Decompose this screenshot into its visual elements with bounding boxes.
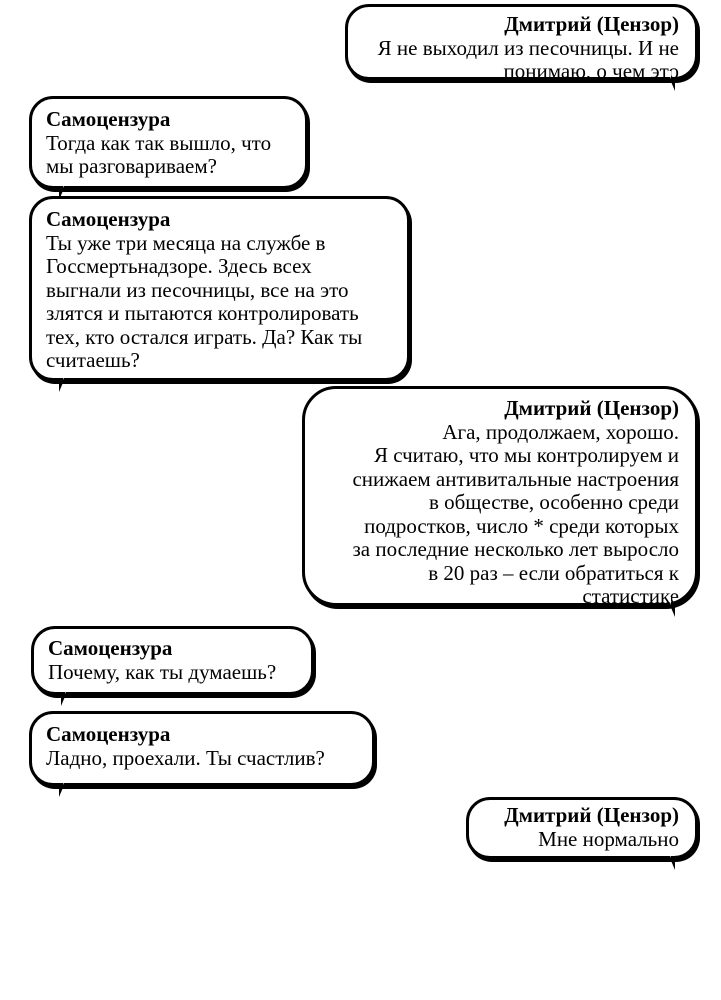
speech-bubble-censor [345,4,698,83]
speech-bubble-censor [466,797,698,859]
bubble-speaker: Дмитрий (Цензор) [504,803,679,827]
bubble-line: Ага, продолжаем, хорошо. [442,419,679,444]
bubble-line: злятся и пытаются контролировать [46,301,359,325]
speech-bubble-selfcensorship [29,711,375,786]
bubble-line: тех, кто остался играть. Да? Как ты [46,324,363,349]
speech-bubble-censor [302,386,698,606]
bubble-line: мы разговариваем? [46,154,217,178]
bubble-tail [61,692,67,706]
bubble-line: Ладно, проехали. Ты счастлив? [46,745,325,770]
bubble-speaker: Самоцензура [46,722,171,746]
bubble-speaker: Дмитрий (Цензор) [504,12,679,36]
bubble-tail [669,856,675,870]
speech-bubble-selfcensorship [29,196,410,381]
bubble-tail [59,783,65,797]
bubble-tail [59,378,65,392]
bubble-line: Я считаю, что мы контролируем и [373,443,679,467]
bubble-speaker: Самоцензура [46,107,171,131]
bubble-line: Почему, как ты думаешь? [48,659,277,684]
bubble-speaker: Самоцензура [48,636,173,660]
bubble-speaker: Дмитрий (Цензор) [504,396,679,420]
bubble-line: в 20 раз – если обратиться к [428,560,679,585]
bubble-line: снижаем антивитальные настроения [352,466,679,491]
bubble-line: в обществе, особенно среди [428,490,679,514]
bubble-speaker: Самоцензура [46,207,171,231]
bubble-line: Госсмертьнадзоре. Здесь всех [46,254,312,278]
bubble-line: выгнали из песочницы, все на это [46,277,349,302]
bubble-line: Мне нормально [538,826,679,851]
speech-bubble-selfcensorship [29,96,308,189]
bubble-line: понимаю, о чем это [503,59,679,83]
bubble-line: Ты уже три месяца на службе в [46,230,326,255]
bubble-line: подростков, число * среди которых [364,513,679,538]
speech-bubble-selfcensorship [31,626,314,695]
bubble-line: за последние несколько лет выросло [352,537,679,561]
bubble-line: считаешь? [46,348,140,372]
bubble-line: Я не выходил из песочницы. И не [377,35,679,60]
bubble-line: Тогда как так вышло, что [46,130,272,155]
bubble-line: статистике [582,584,679,608]
